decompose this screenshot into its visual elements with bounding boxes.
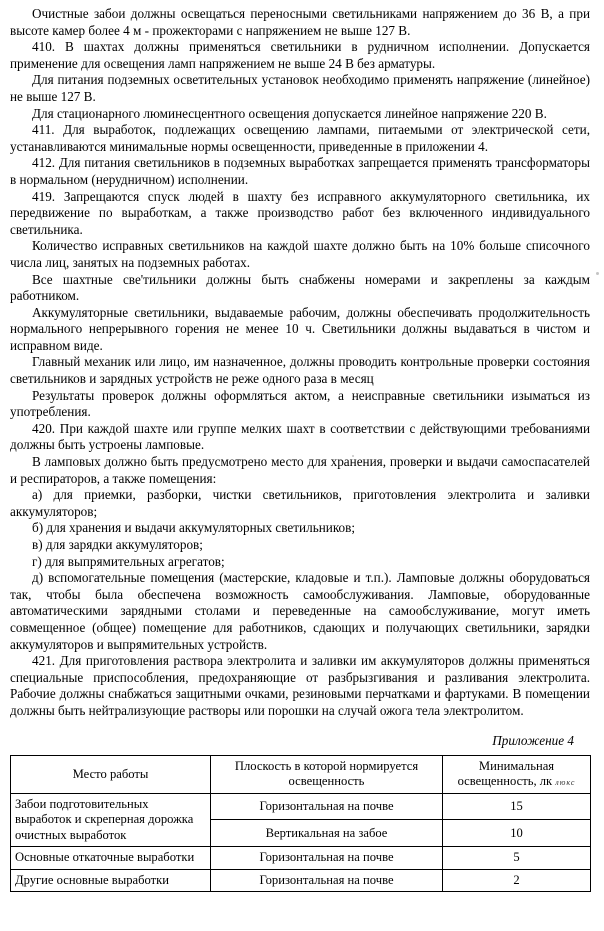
paragraph: Для стационарного люминесцентного освещения допускается линейное напряжение 220 В.: [32, 105, 547, 121]
cell-place: Основные откаточные выработки: [11, 847, 211, 870]
paragraph: Очистные забои должны освещаться переносными светильниками напряжением до 36 В, а при высоте камер более 4 м - прожекторами с напряжением не выше 127 В.: [10, 6, 590, 38]
table-row: [11, 793, 591, 820]
cell-value: 5: [443, 847, 591, 870]
paragraph: Все шахтные све'тильники должны быть снабжены номерами и закреплены за каждым работником.: [10, 271, 590, 304]
paragraph: Главный механик или лицо, им назначенное, должны проводить контрольные проверки состояния светильников и зарядных устройств не реже одного раза в месяц: [10, 354, 590, 387]
cell-value: 10: [443, 820, 591, 847]
cell-plane: Горизонтальная на почве: [211, 847, 443, 870]
paragraph: 410. В шахтах должны применяться светильники в рудничном исполнении. Допускается применение для освещения ламп напряжением не выше 24 В без арматуры.: [10, 39, 590, 71]
column-header-value: [443, 755, 591, 793]
paragraph: Результаты проверок должны оформляться актом, а неисправные светильники изыматься из употребления.: [10, 387, 590, 420]
paragraph: г) для выпрямительных агрегатов;: [32, 553, 225, 569]
paragraph: Аккумуляторные светильники, выдаваемые рабочим, должны обеспечивать продолжительность нормального непрерывного горения не менее 10 ч. Светильники должны выдаваться в чистом и исправном виде.: [10, 304, 590, 353]
cell-plane: Горизонтальная на почве: [211, 793, 443, 820]
cell-value: 15: [443, 793, 591, 820]
paragraph: Для питания подземных осветительных установок необходимо применять напряжение (линейное) не выше 127 В.: [10, 72, 590, 104]
paragraph: 421. Для приготовления раствора электролита и заливки им аккумуляторов должны применяться специальные приспособления, предохраняющие от разбрызгивания и разливания электролита. Рабочие должны снабжаться защитными очками, резиновыми перчатками и фартуками. В помещении должны быть нейтрализующие растворы или порошки на случай ожога тела электролитом.: [10, 653, 590, 718]
cell-place: Забои подготовительных выработок и скреперная дорожка очистных выработок: [11, 793, 211, 847]
paragraph: В ламповых должно быть предусмотрено место для хранения, проверки и выдачи самоспасателей и респираторов, а также помещения:: [10, 454, 590, 486]
column-header-place: Место работы: [11, 755, 211, 793]
paragraph: 419. Запрещаются спуск людей в шахту без исправного аккумуляторного светильника, их передвижение по выработкам, а также производство работ без включенного индивидуального светильника.: [10, 188, 590, 237]
cell-value: 2: [443, 869, 591, 892]
column-header-value-text: Минимальная освещенность, лк: [457, 758, 555, 788]
illumination-norms-table: [10, 755, 591, 893]
cell-place: Другие основные выработки: [11, 869, 211, 892]
paragraph: д) вспомогательные помещения (мастерские, кладовые и т.п.). Ламповые должны оборудоваться так, чтобы была обеспечена возможность самообслуживания. Ламповые, оборудованные автоматическими зарядными столами и переведенные на самообслуживание, могут иметь совмещенное (общее) помещение для работников, сдающих и получающих светильники, зарядки аккумуляторов и выпрямительных устройств.: [10, 570, 590, 652]
cell-plane: Вертикальная на забое: [211, 820, 443, 847]
paragraph: 420. При каждой шахте или группе мелких шахт в соответствии с действующими требованиями должны быть устроены ламповые.: [10, 420, 590, 453]
table-row: [11, 847, 591, 870]
column-header-plane: Плоскость в которой нормируется освещенность: [211, 755, 443, 793]
handwritten-annotation: люкс: [555, 777, 576, 787]
appendix-label: Приложение 4: [492, 732, 574, 748]
document-body: [10, 6, 590, 720]
paragraph: Количество исправных светильников на каждой шахте должно быть на 10% больше списочного числа лиц, занятых на подземных работах.: [10, 238, 590, 270]
paragraph: в) для зарядки аккумуляторов;: [32, 537, 203, 552]
paragraph: 411. Для выработок, подлежащих освещению лампами, питаемыми от электрической сети, устанавливаются минимальные нормы освещенности, приведенные в приложении 4.: [10, 122, 590, 154]
table-header-row: [11, 755, 591, 793]
cell-plane: Горизонтальная на почве: [211, 869, 443, 892]
scan-speck: [596, 272, 599, 275]
paragraph: 412. Для питания светильников в подземных выработках запрещается применять трансформаторы в нормальном (нерудничном) исполнении.: [10, 155, 590, 187]
paragraph: б) для хранения и выдачи аккумуляторных светильников;: [32, 520, 356, 536]
table-row: [11, 869, 591, 892]
paragraph: а) для приемки, разборки, чистки светильников, приготовления электролита и заливки аккумуляторов;: [10, 487, 590, 519]
